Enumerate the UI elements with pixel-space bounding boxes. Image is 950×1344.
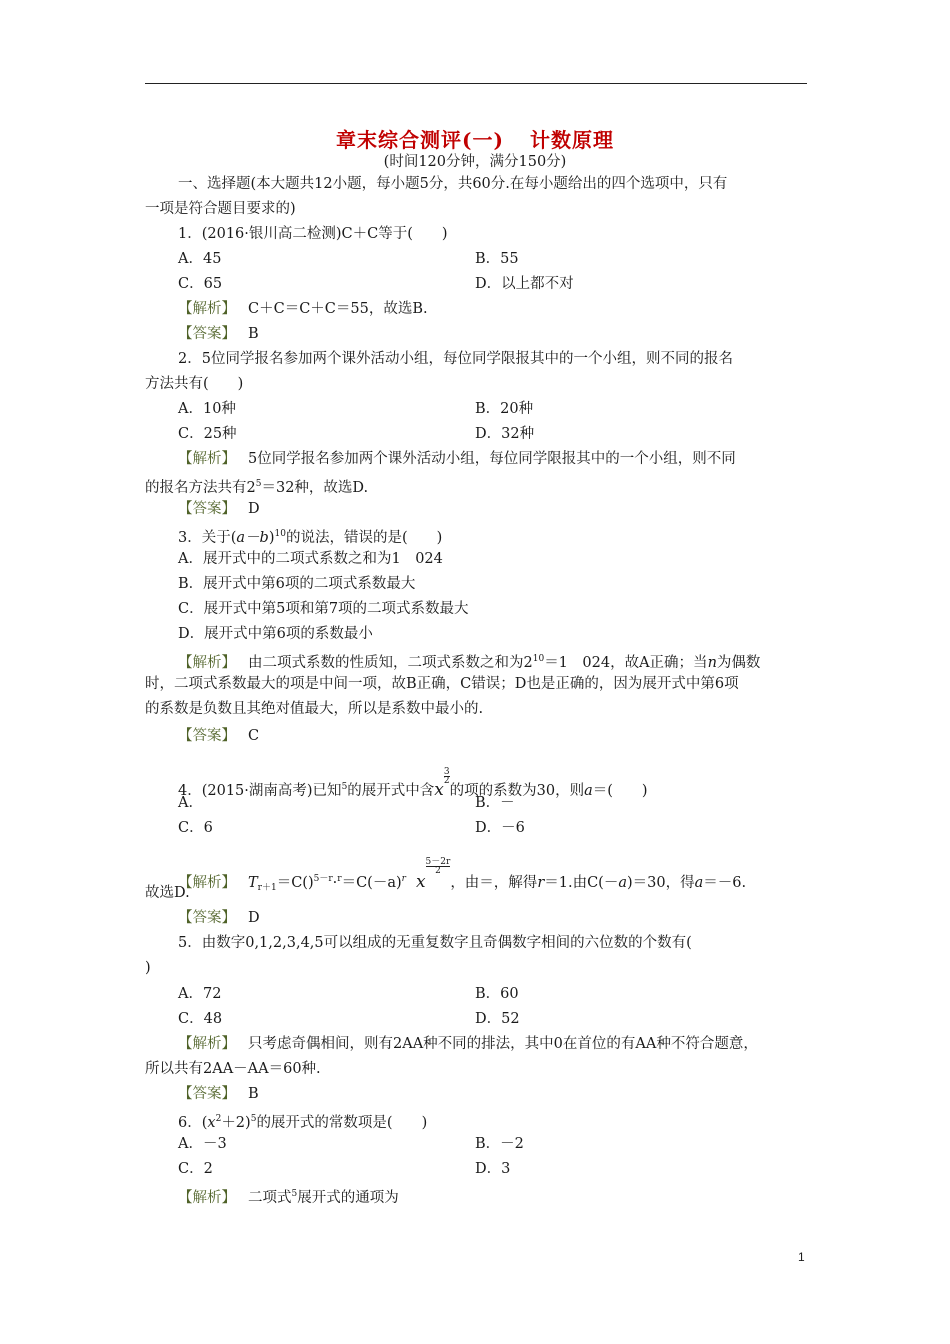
section-intro-line-2: 一项是符合题目要求的) [145,201,296,217]
q2-option-c: C．25种 [178,426,237,442]
q3-explanation-line-2: 时，二项式系数最大的项是中间一项，故B正确，C错误；D也是正确的，因为展开式中第6项 [145,676,739,692]
answer-tag: 【答案】 [178,326,236,342]
q4-explanation-line-2: 故选D. [145,885,190,901]
section-intro-line-1: 一、选择题(本大题共12小题，每小题5分，共60分.在每小题给出的四个选项中，只有 [178,176,728,192]
q4-answer: 【答案】 D [178,910,260,926]
q1-answer: 【答案】 B [178,326,259,342]
page-title: 章末综合测评(一) 计数原理 [336,128,614,152]
q1-option-b: B．55 [475,251,519,267]
q2-explanation-line-2: 的报名方法共有$2^5=32$种，故选D. [145,479,369,496]
explanation-tag: 【解析】 [178,875,236,891]
header-rule [145,83,807,84]
answer-tag: 【答案】 [178,1086,236,1102]
page-number: 1 [798,1250,805,1264]
q3-option-c: C．展开式中第5项和第7项的二项式系数最大 [178,601,469,617]
explanation-tag: 【解析】 [178,301,236,317]
explanation-tag: 【解析】 [178,1036,236,1052]
q1-option-a: A．45 [178,251,222,267]
explanation-tag: 【解析】 [178,655,236,671]
q2-answer: 【答案】 D [178,501,260,517]
q2-explanation-line-1: 【解析】 5位同学报名参加两个课外活动小组，每位同学限报其中的一个小组，则不同 [178,451,736,467]
q5-option-c: C．48 [178,1011,223,1027]
page-subtitle: (时间120分钟，满分150分) [383,154,567,170]
q2-option-d: D．32种 [475,426,535,442]
q1-stem: 1．(2016·银川高二检测)C＋C等于( ) [178,226,448,242]
q6-option-c: C．2 [178,1161,213,1177]
q5-option-b: B．60 [475,986,519,1002]
q6-option-b: B．－2 [475,1136,524,1152]
answer-tag: 【答案】 [178,501,236,517]
q4-stem: 4．(2015·湖南高考)已知$^5$的展开式中含x $\frac{3}{2}$ 的项的系数为30，则a＝( ) [178,767,648,800]
q3-option-b: B．展开式中第6项的二项式系数最大 [178,576,416,592]
q2-stem-line-1: 2．5位同学报名参加两个课外活动小组，每位同学限报其中的一个小组，则不同的报名 [178,351,733,367]
q5-stem-line-2: ) [145,960,151,976]
q6-explanation: 【解析】 二项式$^5$展开式的通项为 [178,1189,399,1206]
q5-stem-line-1: 5．由数字0,1,2,3,4,5可以组成的无重复数字且奇偶数字相间的六位数的个数有( [178,935,692,951]
q3-option-d: D．展开式中第6项的系数最小 [178,626,373,642]
q6-option-d: D．3 [475,1161,511,1177]
explanation-tag: 【解析】 [178,1190,236,1206]
q2-option-a: A．10种 [178,401,236,417]
q6-stem: 6．$(x^2+2)^5$的展开式的常数项是( ) [178,1114,428,1131]
answer-tag: 【答案】 [178,728,236,744]
q3-explanation-line-3: 的系数是负数且其绝对值最大，所以是系数中最小的. [145,701,484,717]
q3-stem: 3．关于$(a-b)^{10}$的说法，错误的是( ) [178,529,443,546]
q1-option-d: D．以上都不对 [475,276,574,292]
q5-explanation-line-2: 所以共有2AA－AA＝60种. [145,1061,321,1077]
q5-option-d: D．52 [475,1011,520,1027]
q3-option-a: A．展开式中的二项式系数之和为1 024 [178,551,443,567]
q1-option-c: C．65 [178,276,223,292]
q4-option-c: C．6 [178,820,213,836]
q4-option-d: D．－6 [475,820,525,836]
q2-stem-line-2: 方法共有( ) [145,376,244,392]
q3-explanation-line-1: 【解析】 由二项式系数的性质知，二项式系数之和为$2^{10}=1$ 024，故A正确；当n为偶数 [178,654,761,671]
q5-answer: 【答案】 B [178,1086,259,1102]
q2-option-b: B．20种 [475,401,534,417]
q1-explanation: 【解析】 C＋C＝C＋C＝55，故选B. [178,301,428,317]
explanation-tag: 【解析】 [178,451,236,467]
q4-explanation-line-1: 【解析】 $T_{r+1}=C()^{5-r}\cdot^r=C(-a)^r$ x $\frac{5-2r}{2}$ ，由＝，解得r＝1.由C(－a)＝30，得a＝－6. [178,857,747,893]
q6-option-a: A．－3 [178,1136,227,1152]
answer-tag: 【答案】 [178,910,236,926]
q5-option-a: A．72 [178,986,222,1002]
q3-answer: 【答案】 C [178,728,260,744]
q4-option-a: A． [178,795,203,811]
q4-option-b: B．－ [475,795,515,811]
q5-explanation-line-1: 【解析】 只考虑奇偶相间，则有2AA种不同的排法，其中0在首位的有AA种不符合题意， [178,1036,758,1052]
